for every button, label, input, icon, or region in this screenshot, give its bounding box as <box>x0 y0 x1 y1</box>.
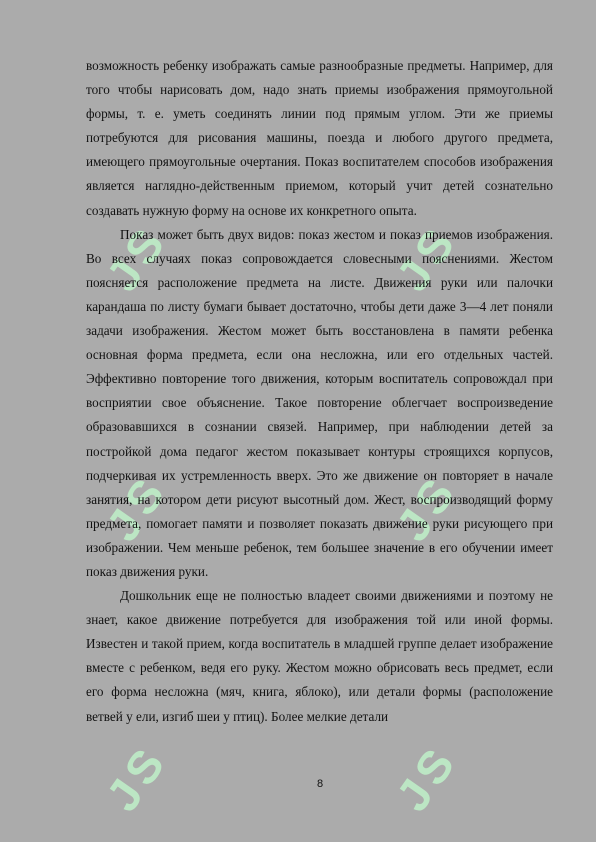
paragraph-1: возможность ребенку изображать самые разнообразные предметы. Например, для того чтобы нарисовать дом, надо знать приемы изображения прямоугольной формы, т. е. уметь соединять линии под прямым углом. Эти же приемы потребуются для рисования машины, поезда и любого другого предмета, имеющего прямоугольные очертания. Показ воспитателем способов изображения является наглядно-действенным приемом, который учит детей сознательно создавать нужную форму на основе их конкретного опыта. <box>86 58 553 218</box>
watermark: JS <box>385 734 468 821</box>
paragraph-2: Показ может быть двух видов: показ жестом и показ приемов изображения. Во всех случаях показ сопровождается словесными пояснениями. Жестом поясняется расположение предмета на листе. Движения руки или палочки карандаша по листу бумаги бывает достаточно, чтобы дети даже 3—4 лет поняли задачи изображения. Жестом может быть восстановлена в памяти ребенка основная форма предмета, если она несложна, или его отдельных частей. Эффективно повторение того движения, которым воспитатель сопровождал при восприятии свое объяснение. Такое повторение облегчает воспроизведение образовавшихся в сознании связей. Например, при наблюдении детей за постройкой дома педагог жестом показывает контуры строящихся корпусов, подчеркивая их устремленность вверх. Это же движение он повторяет в начале занятия, на котором дети рисуют высотный дом. Жест, воспроизводящий форму предмета, помогает памяти и позволяет показать движение руки рисующего при изображении. Чем меньше ребенок, тем большее значение в его обучении имеет показ движения руки. <box>86 226 553 579</box>
watermark: JS <box>385 214 468 301</box>
watermark: JS <box>95 464 178 551</box>
watermark: JS <box>95 734 178 821</box>
paragraph-3: Дошкольник еще не полностью владеет своими движениями и поэтому не знает, какое движение потребуется для изображения той или иной формы. Известен и такой прием, когда воспитатель в младшей группе делает изображение вместе с ребенком, ведя его руку. Жестом можно обрисовать весь предмет, если его форма несложна (мяч, книга, яблоко), или детали формы (расположение ветвей у ели, изгиб шеи у птиц). Более мелкие детали <box>86 588 553 724</box>
watermark: JS <box>385 464 468 551</box>
watermark: JS <box>95 214 178 301</box>
page-number: 8 <box>316 778 324 790</box>
page-body <box>86 54 553 729</box>
